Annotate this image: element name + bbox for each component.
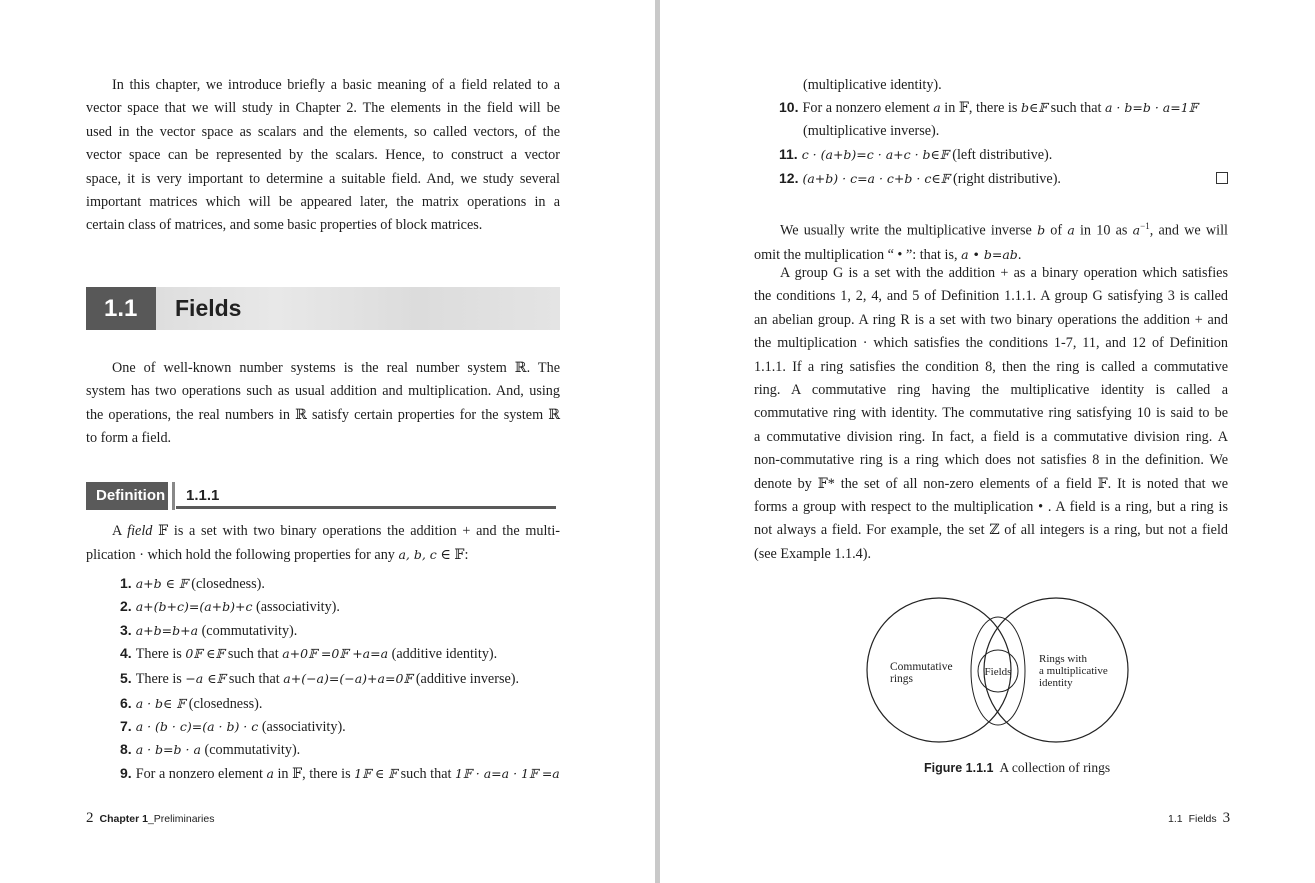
text: ∈ 𝔽: [436,547,469,564]
item-text: (associativity). [258,719,346,735]
text-line: an abelian group. A ring R is a set with two binary operations the addition + and [754,311,1228,328]
math: a [1132,222,1141,238]
item-text: (closedness). [187,576,265,592]
text: in 10 as [1074,222,1133,239]
inverse-paragraph [754,215,1228,268]
math: 0𝔽 ∈𝔽 [185,646,225,661]
item-text: (closedness). [185,696,263,712]
fields-paragraph [86,357,560,451]
item-number: 3. [120,622,132,638]
math: a • b=ab [961,247,1018,263]
math: b∈𝔽 [1020,100,1048,115]
list-item [120,718,346,736]
item-text: (additive identity). [388,646,498,662]
rings-venn-diagram [862,594,1134,750]
math: c · (a+b)=c · a+c · b∈𝔽 [801,147,949,162]
item-text: There is [135,646,186,662]
list-item [120,695,262,713]
text-line: the multiplication · which satisfies the conditions 1-7, 11, and 12 of Definition [754,335,1228,352]
item-text: such that [224,646,283,662]
text-line: not always a field. For example, the set ℤ of all integers is a ring, but not a field [754,522,1228,539]
item-text: such that [225,671,284,687]
definition-separator [172,482,175,510]
math: a [933,100,941,115]
text: . [1017,247,1022,264]
text-line: system has two operations such as usual addition and multiplication. And, using [86,383,560,400]
commutative-rings-label-line2: rings [890,673,913,685]
text-line [86,543,560,567]
left-page [0,0,655,883]
text-line: vector space that we will study in Chapter 2. The elements in the field will be [86,100,560,117]
list-item [120,765,560,783]
list-item [779,170,1061,188]
list-item [120,645,497,663]
text-line: a commutative division ring. In fact, a field is a commutative division ring. A [754,428,1228,445]
math: a · b=b · a=1𝔽 [1105,100,1198,115]
figure-caption-text: A collection of rings [999,760,1111,775]
math: a [266,766,274,781]
footer-section: 1.1 [1168,813,1183,825]
section-number-box [86,287,156,330]
list-item [120,575,265,593]
text-line: space, it is very important to determine a suitable field. And, we study several [86,170,560,187]
math: a [1067,222,1075,238]
math: a · b∈ 𝔽 [135,696,186,711]
math: a, b, c [398,547,437,563]
item-text: For a nonzero element [135,766,267,782]
text: , and we will [1149,222,1228,239]
item-number: 4. [120,645,132,661]
item-number: 9. [120,765,132,781]
identity-rings-label-line3: identity [1039,677,1073,689]
text-line: In this chapter, we introduce briefly a basic meaning of a field related to a [112,77,560,93]
item-number: 6. [120,695,132,711]
math: a+0𝔽 =0𝔽 +a=a [282,646,389,661]
list-item [779,146,1052,164]
definition-rule [176,506,556,509]
text-line: certain class of matrices, and some basic properties of block matrices. [86,217,483,234]
text-line: to form a field. [86,430,172,447]
math: 1𝔽 ∈ 𝔽 [354,766,398,781]
text-line: ring. A commutative ring having the multiplicative identity is called a [754,382,1228,399]
item-number: 7. [120,718,132,734]
list-item [120,622,297,640]
item-text: (right distributive). [949,171,1061,187]
identity-rings-label-line2: a multiplicative [1039,665,1108,677]
math: (a+b) · c=a · c+b · c∈𝔽 [802,171,950,186]
text-line: One of well-known number systems is the real number system ℝ. The [112,360,560,376]
identity-rings-label-line1: Rings with [1039,653,1087,665]
text: We usually write the multiplicative inverse [780,222,1038,239]
section-heading [86,287,560,330]
text-line [754,215,1228,243]
item-text: (commutativity). [198,623,298,639]
list-item [120,741,300,759]
figure-caption [924,760,1110,776]
text-line: commutative ring with identity. The commutative ring satisfying 10 is said to be [754,405,1228,422]
item-number: 8. [120,741,132,757]
footer-chapter: Chapter 1 [99,813,148,825]
page-number: 3 [1222,810,1231,826]
math: a+(b+c)=(a+b)+c [135,599,253,614]
item-text: For a nonzero element [802,100,934,116]
item-text: There is [135,671,186,687]
text: A [112,523,128,539]
text: plication · which hold the following properties for any [86,547,399,564]
text: omit the multiplication “ • ”: that is, [754,247,962,264]
text-line: A group G is a set with the addition + as a binary operation which satisfies [780,265,1228,281]
math: a+(−a)=(−a)+a=0𝔽 [283,671,413,686]
math: b [1037,222,1046,238]
text-line: 1.1.1. If a ring satisfies the condition 8, then the ring is called a commutative [754,358,1228,375]
text-line: used in the vector space as scalars and the elements, so called vectors, of the [86,123,560,140]
item-text: (associativity). [252,599,340,615]
figure-caption-label: Figure 1.1.1 [924,761,994,775]
footer-chapter-title: _Preliminaries [147,813,215,825]
text-line: forms a group with respect to the multiplication • . A field is a ring, but a ring is [754,499,1228,516]
intro-paragraph [86,74,560,238]
math: a · (b · c)=(a · b) · c [135,719,259,734]
item-text: in 𝔽, there is [940,100,1021,116]
math: a+b=b+a [135,623,199,638]
item-number: 5. [120,670,132,686]
math: 𝔽 [158,523,169,539]
item-text: (multiplicative identity). [803,77,942,93]
text-line [86,520,560,543]
item-text: such that [397,766,455,782]
right-footer [1168,810,1230,827]
item-text: (commutativity). [200,742,301,758]
footer-section-title: Fields [1188,813,1217,825]
page-number: 2 [86,810,94,826]
item-text: (multiplicative inverse). [803,123,940,139]
left-footer [86,810,214,827]
definition-label: Definition [96,487,166,504]
list-item [803,77,942,94]
list-item [120,670,519,688]
list-item [120,598,340,616]
text: is a set with two binary operations the addition + and the multi- [168,523,560,539]
text: of [1045,222,1068,239]
definition-intro [86,520,560,568]
list-item [779,99,1198,117]
text-line: the conditions 1, 2, 4, and 5 of Definition 1.1.1. A group G satisfying 3 is called [754,288,1228,305]
text-line: important matrices which will be appeared later, the matrix operations in a [86,194,560,211]
math: 1𝔽 · a=a · 1𝔽 =a [454,766,560,781]
text-line: non-commutative ring is a ring which does not satisfies 8 in the definition. We [754,452,1228,469]
qed-box [1216,172,1228,184]
item-text: (additive inverse). [412,671,520,687]
definition-label-box [86,482,168,510]
math: a+b ∈ 𝔽 [135,576,188,591]
list-item [803,123,939,140]
item-number: 2. [120,598,132,614]
group-ring-paragraph [754,262,1228,566]
item-number: 1. [120,575,132,591]
item-number: 11. [779,146,798,162]
text-line: (see Example 1.1.4). [754,545,872,562]
section-title: Fields [175,295,242,321]
text-line: the operations, the real numbers in ℝ satisfy certain properties for the system ℝ [86,406,560,423]
commutative-rings-label-line1: Commutative [890,661,953,673]
item-number: 12. [779,170,799,186]
term-field: field [127,523,153,539]
fields-label: Fields [984,666,1012,678]
section-number: 1.1 [104,295,138,322]
item-text: in 𝔽, there is [273,766,355,782]
text-line: vector space can be represented by the scalars. Hence, to construct a vector [86,147,560,164]
definition-number: 1.1.1 [186,487,220,504]
math: −a ∈𝔽 [185,671,226,686]
item-text: such that [1047,100,1105,116]
math-superscript: −1 [1140,221,1150,231]
item-number: 10. [779,99,799,115]
text-line: denote by 𝔽* the set of all non-zero elements of a field 𝔽. It is noted that we [754,475,1228,492]
math: a · b=b · a [135,742,201,757]
item-text: (left distributive). [948,147,1053,163]
